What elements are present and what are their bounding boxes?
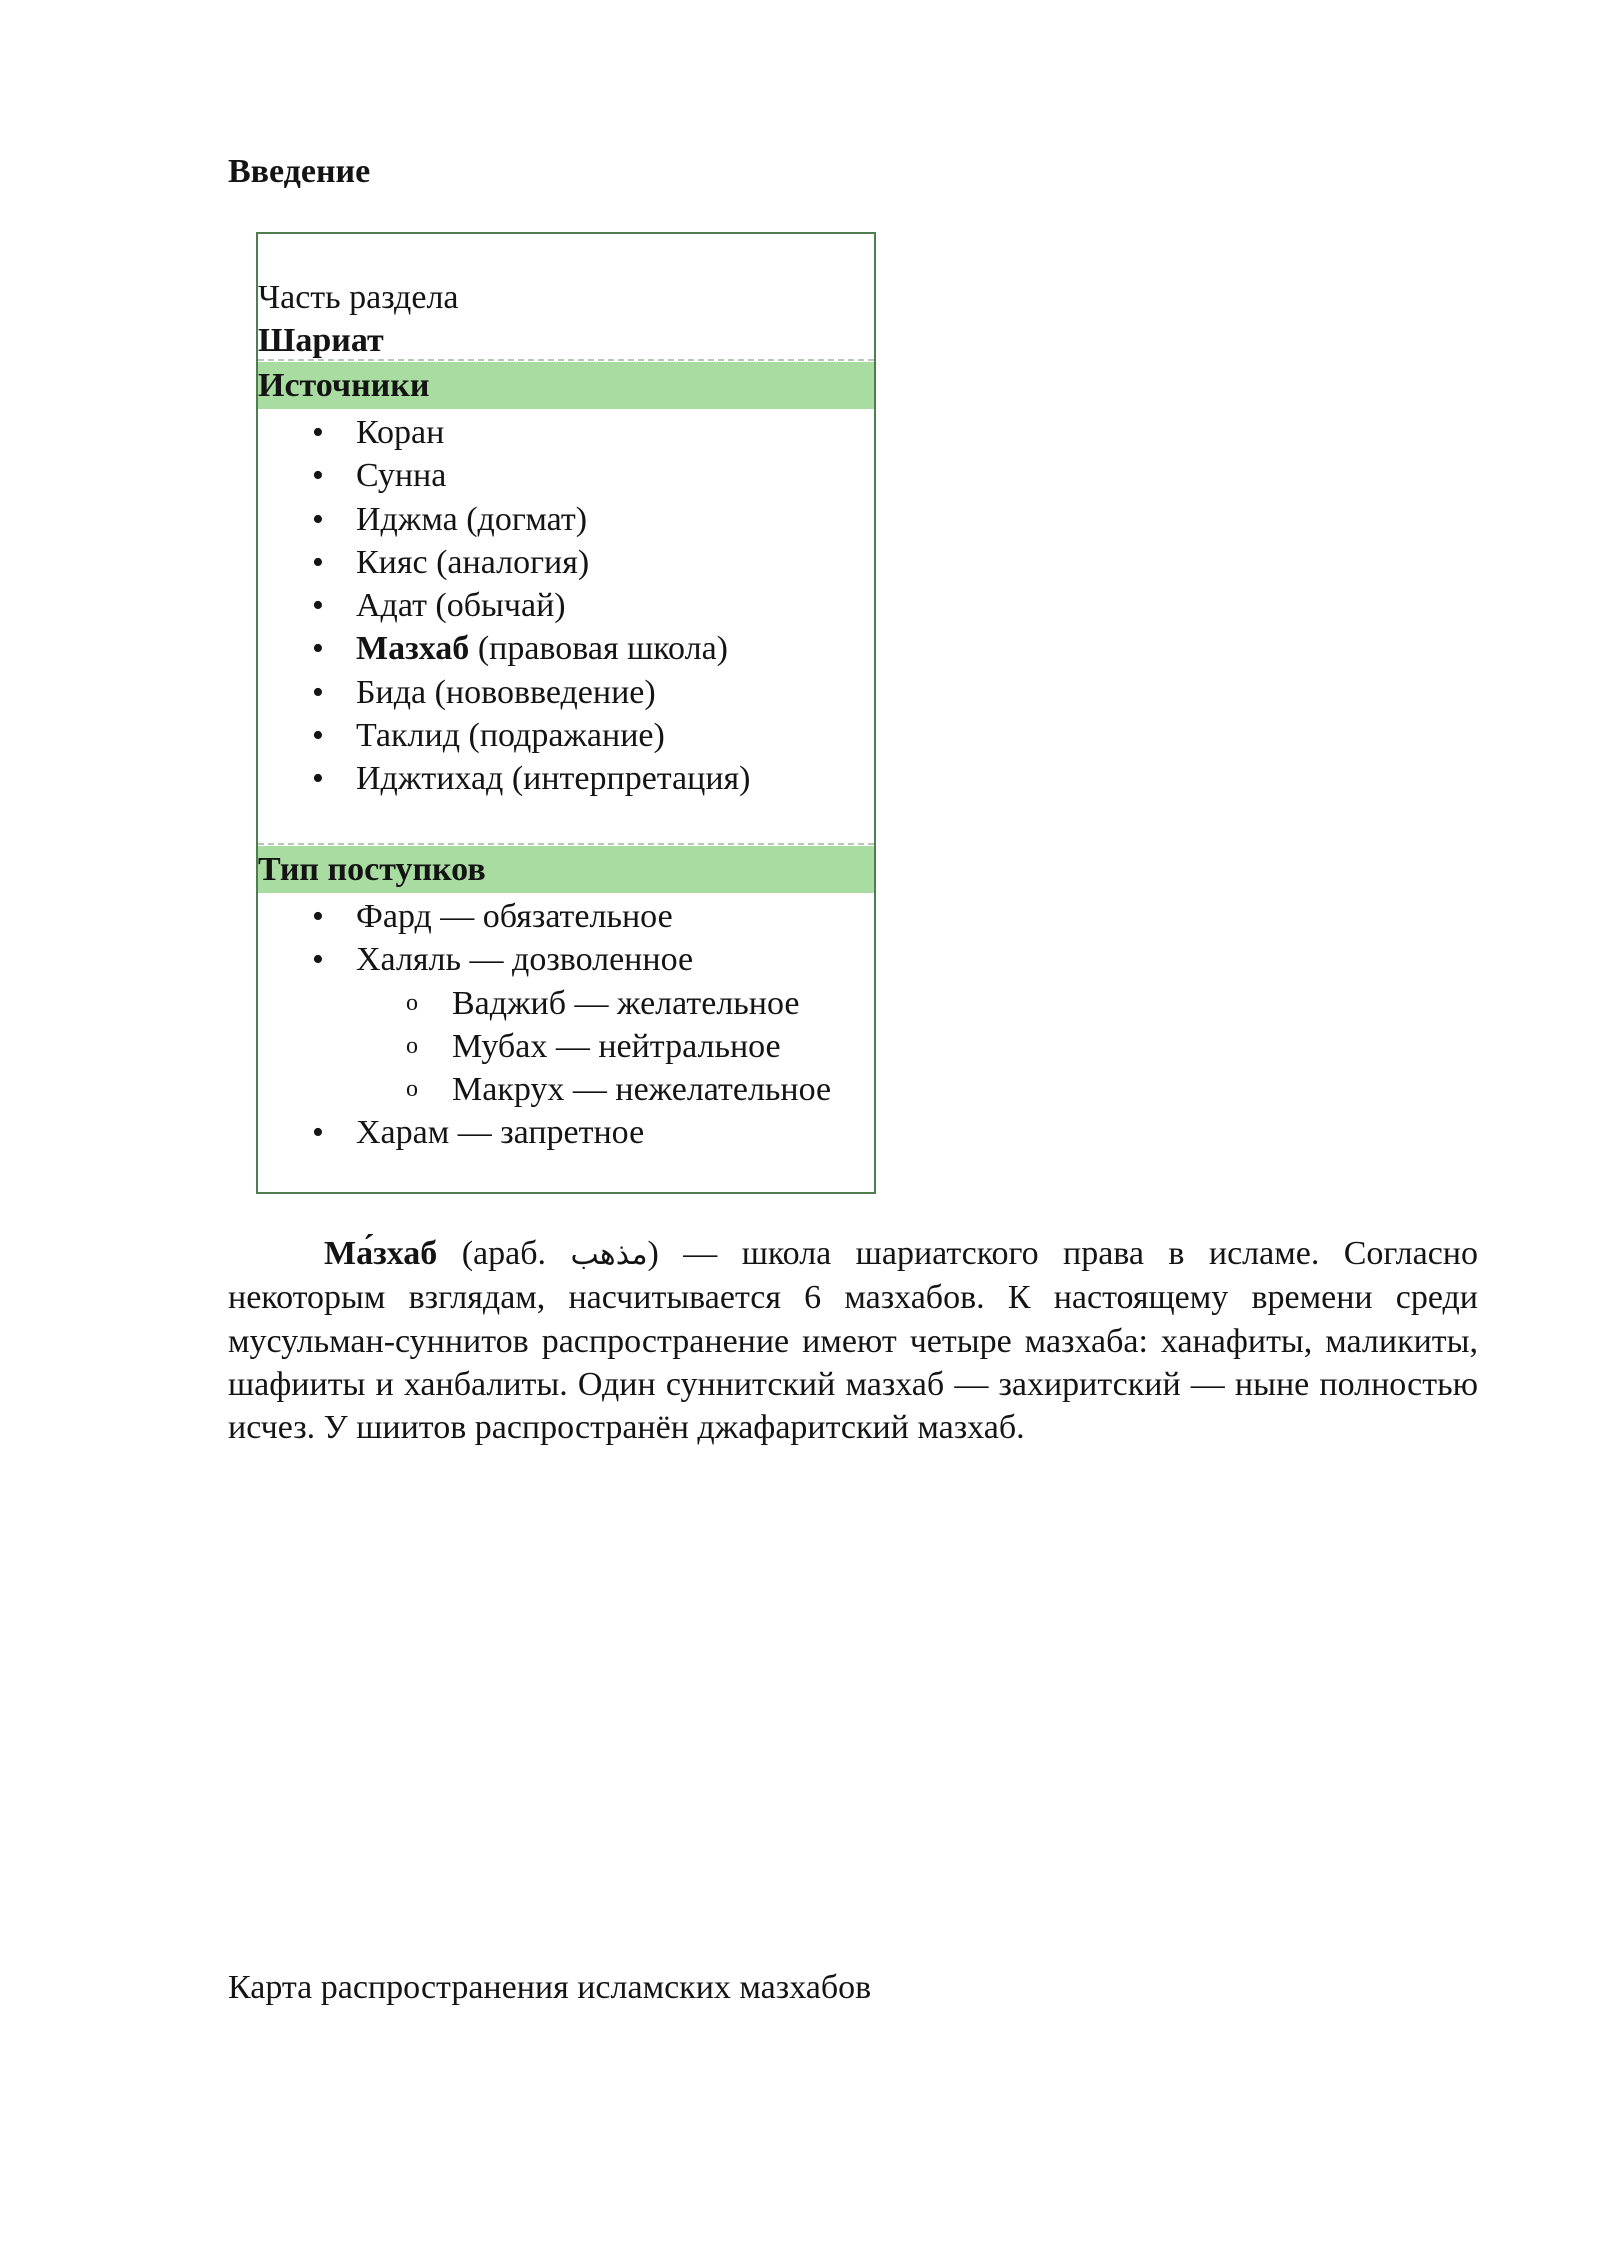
list-item-text: Мубах — нейтральное (452, 1027, 781, 1065)
bullet-icon: • (312, 760, 324, 798)
list-item (258, 411, 874, 454)
section-header-sources: Источники (258, 362, 874, 409)
list-item-text: Сунна (356, 457, 447, 495)
list-item (258, 627, 874, 670)
circle-bullet-icon: o (406, 989, 418, 1016)
paragraph-body: ) — школа шариатского права в исламе. Согласно некоторым взглядам, насчитывается 6 мазхабов. К настоящему времени среди мусульман-суннитов распространение имеют четыре мазхаба: ханафиты, маликиты, шафииты и ханбалиты. Один суннитский мазхаб — захиритский — ныне полностью исчез. У шиитов распространён джафаритский мазхаб. (228, 1235, 1478, 1447)
bullet-icon: • (312, 543, 324, 581)
list-item (258, 938, 874, 981)
list-item-text: Ваджиб — желательное (452, 984, 800, 1022)
madhhab-paragraph (228, 1232, 1478, 1449)
list-item-text: Кияс (аналогия) (356, 543, 590, 581)
infobox-title: Шариат (258, 322, 384, 359)
list-item-text: Макрух — нежелательное (452, 1071, 832, 1109)
infobox-separator (258, 843, 874, 845)
list-item (258, 1025, 874, 1068)
sources-list (258, 411, 874, 801)
infobox-caption: Часть раздела (258, 279, 459, 316)
map-caption: Карта распространения исламских мазхабов (228, 1969, 872, 2006)
list-item-text: Фард — обязательное (356, 898, 673, 935)
bullet-icon: • (312, 673, 324, 711)
bullet-icon: • (312, 898, 324, 935)
bullet-icon: • (312, 1114, 324, 1152)
list-item (258, 714, 874, 757)
circle-bullet-icon: o (406, 1076, 418, 1103)
list-item (258, 1068, 874, 1111)
action-types-list (258, 895, 874, 1155)
bullet-icon: • (312, 500, 324, 538)
list-item (258, 982, 874, 1025)
list-item-text: Иджма (догмат) (356, 500, 588, 538)
list-item (258, 454, 874, 497)
list-item-text: Бида (нововведение) (356, 673, 656, 711)
page-heading: Введение (228, 153, 371, 190)
list-item (258, 1111, 874, 1154)
list-item (258, 671, 874, 714)
infobox-separator (258, 359, 874, 361)
list-item (258, 584, 874, 627)
list-item (258, 498, 874, 541)
list-item-bold-text: Мазхаб (356, 630, 470, 668)
bullet-icon: • (312, 587, 324, 625)
bullet-icon: • (312, 457, 324, 495)
list-item-text: Харам — запретное (356, 1114, 645, 1152)
list-item-text: Коран (356, 414, 445, 451)
list-item-text: Таклид (подражание) (356, 717, 665, 755)
arabic-prefix: (араб. (437, 1235, 571, 1272)
bullet-icon: • (312, 717, 324, 755)
section-header-action-types: Тип поступков (258, 846, 874, 893)
sharia-infobox (256, 232, 876, 1194)
bullet-icon: • (312, 630, 324, 668)
bullet-icon: • (312, 414, 324, 451)
circle-bullet-icon: o (406, 1032, 418, 1059)
arabic-word: مذهب (570, 1237, 648, 1272)
madhhab-term: Ма́зхаб (324, 1235, 438, 1272)
list-item (258, 541, 874, 584)
list-item (258, 757, 874, 800)
list-item (258, 895, 874, 938)
list-item-text: (правовая школа) (469, 630, 728, 668)
bullet-icon: • (312, 941, 324, 979)
list-item-text: Халяль — дозволенное (356, 941, 694, 979)
list-item-text: Иджтихад (интерпретация) (356, 760, 751, 798)
list-item-text: Адат (обычай) (356, 587, 566, 625)
